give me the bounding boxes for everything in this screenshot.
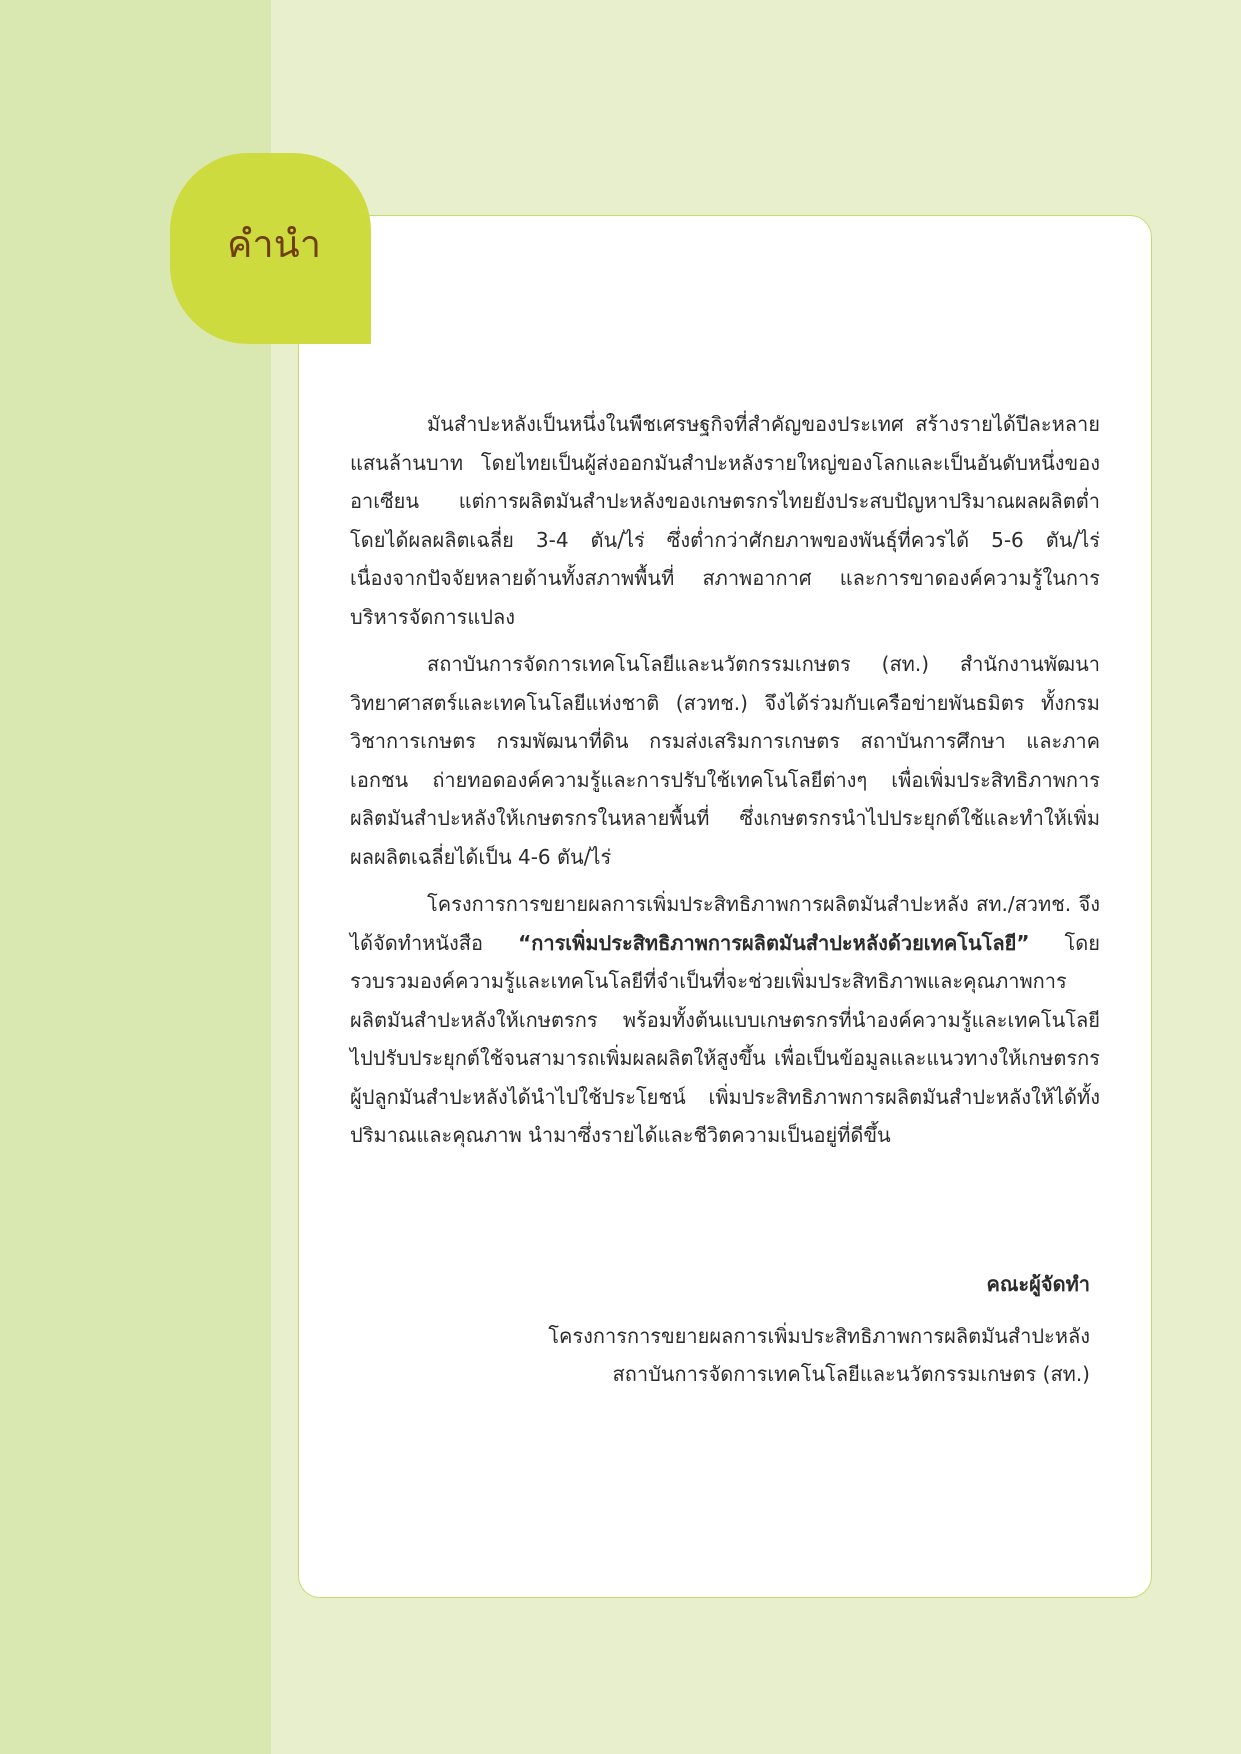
paragraph-2: สถาบันการจัดการเทคโนโลยีและนวัตกรรมเกษตร (สท.) สำนักงานพัฒนาวิทยาศาสตร์และเทคโนโลยีแห่งชาติ (สวทช.) จึงได้ร่วมกับเครือข่ายพันธมิตร ทั้งกรมวิชาการเกษตร กรมพัฒนาที่ดิน กรมส่งเสริมการเกษตร สถาบันการศึกษา และภาคเอกชน ถ่ายทอดองค์ความรู้และการปรับใช้เทคโนโลยีต่างๆ เพื่อเพิ่มประสิทธิภาพการผลิตมันสำปะหลังให้เกษตรกรในหลายพื้นที่ ซึ่งเกษตรกรนำไปประยุกต์ใช้และทำให้เพิ่มผลผลิตเฉลี่ยได้เป็น 4-6 ตัน/ไร่ — [350, 652, 1100, 869]
signature-block — [548, 1265, 1090, 1393]
heading-tab — [170, 153, 371, 344]
signature-project-name: โครงการการขยายผลการเพิ่มประสิทธิภาพการผลิตมันสำปะหลัง — [548, 1324, 1090, 1348]
book-title: “การเพิ่มประสิทธิภาพการผลิตมันสำปะหลังด้วยเทคโนโลยี” — [518, 930, 1030, 955]
paragraph-3 — [350, 885, 1100, 1155]
signature-title: คณะผู้จัดทำ — [986, 1272, 1090, 1296]
page-title: คำนำ — [227, 222, 322, 266]
paragraph-1: มันสำปะหลังเป็นหนึ่งในพืชเศรษฐกิจที่สำคัญของประเทศ สร้างรายได้ปีละหลายแสนล้านบาท โดยไทยเป็นผู้ส่งออกมันสำปะหลังรายใหญ่ของโลกและเป็นอันดับหนึ่งของอาเซียน แต่การผลิตมันสำปะหลังของเกษตรกรไทยยังประสบปัญหาปริมาณผลผลิตต่ำ โดยได้ผลผลิตเฉลี่ย 3-4 ตัน/ไร่ ซึ่งต่ำกว่าศักยภาพของพันธุ์ที่ควรได้ 5-6 ตัน/ไร่ เนื่องจากปัจจัยหลายด้านทั้งสภาพพื้นที่ สภาพอากาศ และการขาดองค์ความรู้ในการบริหารจัดการแปลง — [350, 412, 1100, 629]
paragraph-3-intro: โครงการการขยายผลการเพิ่มประสิทธิภาพการผลิตมันสำปะหลัง สท./สวทช. จึงได้จัดทำหนังสือ — [350, 892, 1100, 955]
paragraph-3-rest: โดยรวบรวมองค์ความรู้และเทคโนโลยีที่จำเป็นที่จะช่วยเพิ่มประสิทธิภาพและคุณภาพการผลิตมันสำปะหลังให้เกษตรกร พร้อมทั้งต้นแบบเกษตรกรที่นำองค์ความรู้และเทคโนโลยีไปปรับประยุกต์ใช้จนสามารถเพิ่มผลผลิตให้สูงขึ้น เพื่อเป็นข้อมูลและแนวทางให้เกษตรกรผู้ปลูกมันสำปะหลังได้นำไปใช้ประโยชน์ เพิ่มประสิทธิภาพการผลิตมันสำปะหลังให้ได้ทั้งปริมาณและคุณภาพ นำมาซึ่งรายได้และชีวิตความเป็นอยู่ที่ดีขึ้น — [350, 930, 1100, 1147]
foreword-body — [350, 405, 1100, 1164]
signature-organization: สถาบันการจัดการเทคโนโลยีและนวัตกรรมเกษตร (สท.) — [612, 1362, 1090, 1386]
